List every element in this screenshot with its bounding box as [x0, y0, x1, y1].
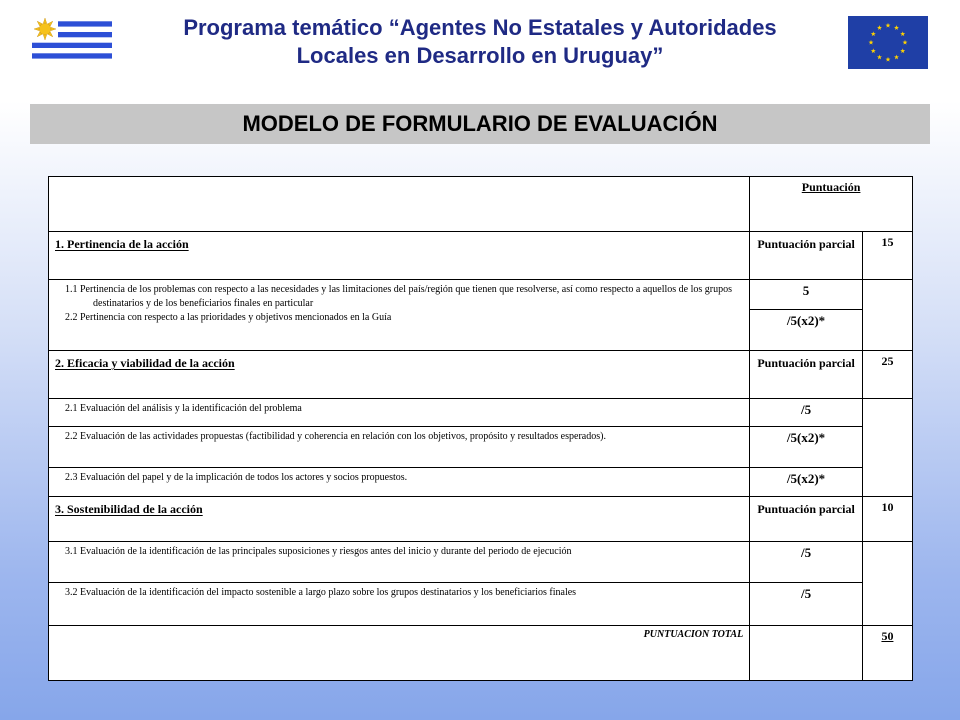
section-3-title: 3. Sostenibilidad de la acción — [55, 501, 203, 516]
item-2-2b: 2.2 Evaluación de las actividades propuestas (factibilidad y coherencia en relación con los objetivos, propósito y resultados esperados). — [65, 431, 606, 443]
section-3-total-blank — [862, 542, 912, 625]
form-title-banner — [30, 104, 930, 144]
item-3-2: 3.2 Evaluación de la identificación del impacto sostenible a largo plazo sobre los grupos destinatarios y los beneficiarios finales — [65, 587, 577, 599]
item-3-1-cell — [49, 542, 750, 583]
item-2-2b-score: /5(x2)* — [750, 427, 863, 468]
section-1-total-blank — [862, 279, 912, 350]
item-2-2-row — [49, 427, 913, 468]
section-1-items-row — [49, 279, 913, 310]
section-2-total: 25 — [862, 351, 912, 399]
header-score-cell: Puntuación — [750, 177, 913, 232]
item-3-2-row — [49, 583, 913, 626]
section-2-partial-label: Puntuación parcial — [750, 351, 863, 399]
total-value: 50 — [862, 625, 912, 680]
item-2-2b-cell — [49, 427, 750, 468]
total-blank-cell — [750, 625, 863, 680]
item-2-3-score: /5(x2)* — [750, 468, 863, 497]
total-row — [49, 625, 913, 680]
section-2-title-cell — [49, 351, 750, 399]
uruguay-flag-icon — [32, 16, 112, 64]
item-1-1-score: 5 — [750, 279, 863, 310]
section-3-row — [49, 496, 913, 542]
header-blank-cell — [49, 177, 750, 232]
item-3-2-score: /5 — [750, 583, 863, 626]
program-title — [130, 14, 830, 70]
item-2-1: 2.1 Evaluación del análisis y la identificación del problema — [65, 402, 302, 414]
item-2-3-row — [49, 468, 913, 497]
form-title: MODELO DE FORMULARIO DE EVALUACIÓN — [242, 111, 718, 136]
item-2-1-score: /5 — [750, 398, 863, 427]
section-2-title: 2. Eficacia y viabilidad de la acción — [55, 356, 235, 371]
item-2-3-cell — [49, 468, 750, 497]
evaluation-form-table — [48, 176, 913, 681]
section-1-total: 15 — [862, 231, 912, 279]
section-3-total: 10 — [862, 496, 912, 542]
item-1-1: 1.1 Pertinencia de los problemas con respecto a las necesidades y las limitaciones del país/región que tienen que resolverse, así como respecto a aquellos de los grupos destinatarios y de los beneficiarios finales en particular — [65, 283, 733, 309]
item-3-1: 3.1 Evaluación de la identificación de las principales suposiciones y riesgos antes del inicio y durante del periodo de ejecución — [65, 546, 572, 558]
section-1-title: 1. Pertinencia de la acción — [55, 236, 189, 251]
program-title-line-2: Locales en Desarrollo en Uruguay” — [296, 43, 664, 68]
item-2-2-score: /5(x2)* — [750, 310, 863, 351]
item-3-1-score: /5 — [750, 542, 863, 583]
section-2-total-blank — [862, 398, 912, 496]
section-1-partial-label: Puntuación parcial — [750, 231, 863, 279]
item-3-1-row — [49, 542, 913, 583]
section-1-row — [49, 231, 913, 279]
section-1-title-cell — [49, 231, 750, 279]
section-3-partial-label: Puntuación parcial — [750, 496, 863, 542]
section-1-items-cell — [49, 279, 750, 350]
item-2-2: 2.2 Pertinencia con respecto a las prioridades y objetivos mencionados en la Guía — [65, 311, 392, 323]
european-union-flag-icon — [848, 16, 928, 69]
section-3-title-cell — [49, 496, 750, 542]
total-label: PUNTUACION TOTAL — [49, 625, 750, 680]
program-title-line-1: Programa temático “Agentes No Estatales y Autoridades — [183, 15, 777, 40]
item-2-3: 2.3 Evaluación del papel y de la implicación de todos los actores y socios propuestos. — [65, 472, 408, 484]
item-2-1-cell — [49, 398, 750, 427]
section-2-row — [49, 351, 913, 399]
item-2-1-row — [49, 398, 913, 427]
table-header-row — [49, 177, 913, 232]
item-3-2-cell — [49, 583, 750, 626]
